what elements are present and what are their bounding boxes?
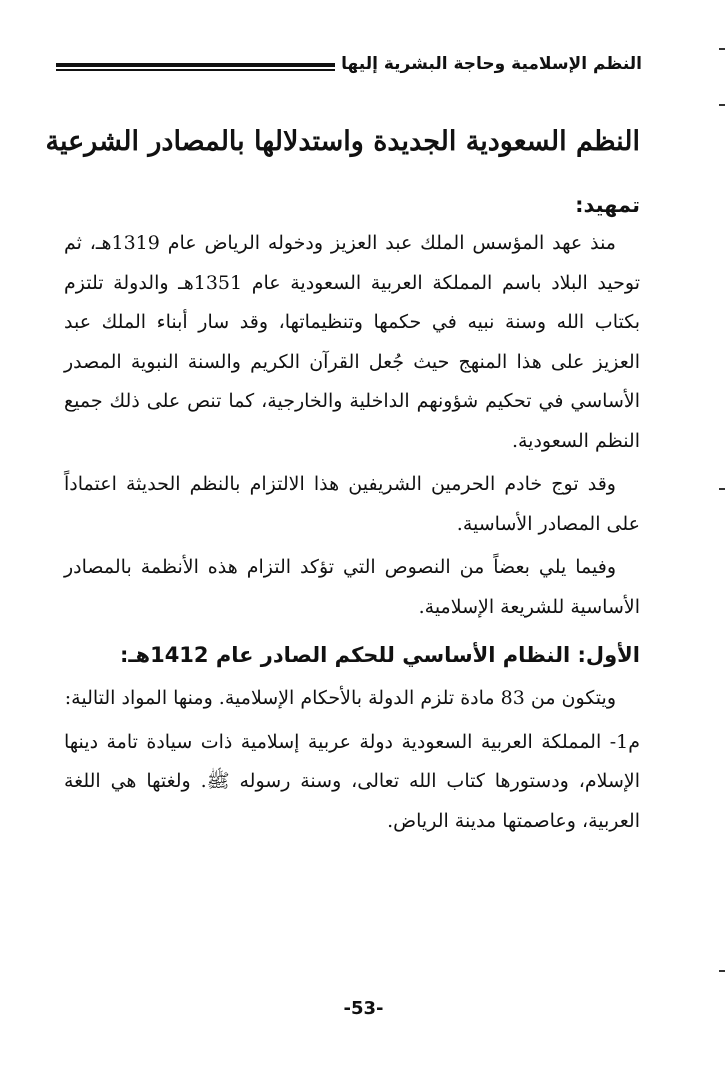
running-header-title: النظم الإسلامية وحاجة البشرية إليها <box>341 54 642 74</box>
running-header <box>56 48 642 80</box>
scan-edge-mark <box>719 488 725 490</box>
intro-paragraph-1: منذ عهد المؤسس الملك عبد العزيز ودخوله الرياض عام 1319هـ، ثم توحيد البلاد باسم المملكة العربية السعودية عام 1351هـ والدولة تلتزم بكتاب الله وسنة نبيه في حكمها وتنظيماتها، وقد سار أبناء الملك عبد العزيز على هذا المنهج حيث جُعل القرآن الكريم والسنة النبوية المصدر الأساسي في تحكيم شؤونهم الداخلية والخارجية، كما تنص على ذلك جميع النظم السعودية. <box>64 232 640 452</box>
page-number: -53- <box>343 998 384 1019</box>
article-1: م1- المملكة العربية السعودية دولة عربية إسلامية ذات سيادة تامة دينها الإسلام، ودستورها كتاب الله تعالى، وسنة رسوله ﷺ. ولغتها هي اللغة العربية، وعاصمتها مدينة الرياض. <box>64 730 640 832</box>
scan-edge-mark <box>719 104 725 106</box>
intro-paragraph-3: وفيما يلي بعضاً من النصوص التي تؤكد التزام هذه الأنظمة بالمصادر الأساسية للشريعة الإسلامية. <box>64 556 640 618</box>
section-one-paragraph: ويتكون من 83 مادة تلزم الدولة بالأحكام الإسلامية. ومنها المواد التالية: <box>64 687 616 709</box>
page-body <box>64 188 640 841</box>
header-rule <box>56 63 335 71</box>
intro-label: تمهيد: <box>575 193 640 217</box>
scan-edge-mark <box>719 970 725 972</box>
section-one-heading: الأول: النظام الأساسي للحكم الصادر عام 1412هـ: <box>119 643 640 667</box>
page-title: النظم السعودية الجديدة واستدلالها بالمصادر الشرعية <box>45 126 640 157</box>
scan-edge-mark <box>719 48 725 50</box>
intro-paragraph-2: وقد توج خادم الحرمين الشريفين هذا الالتزام بالنظم الحديثة اعتماداً على المصادر الأساسية. <box>64 473 640 535</box>
